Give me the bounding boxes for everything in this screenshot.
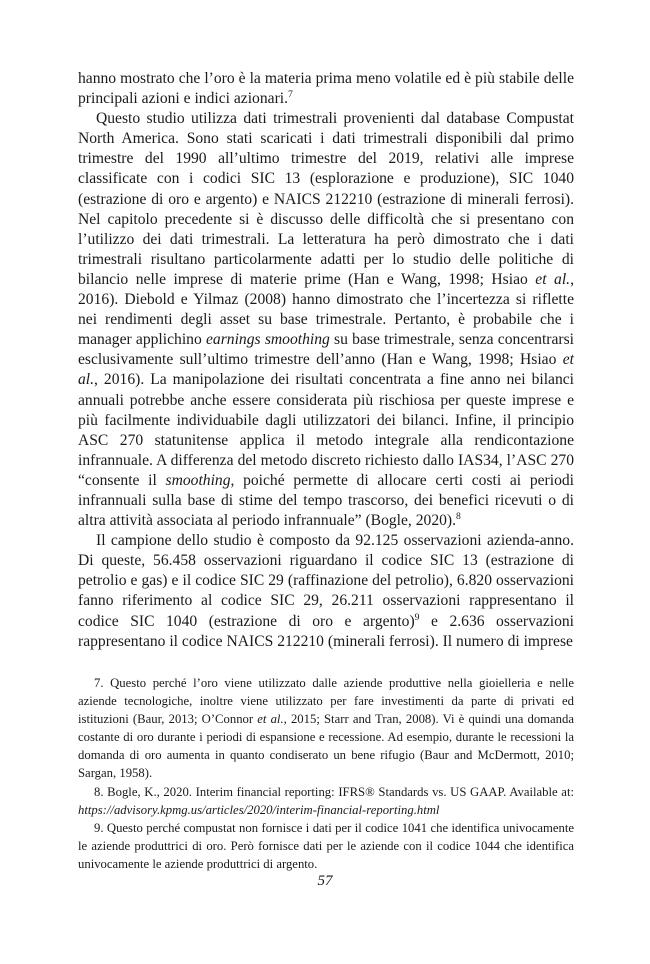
main-text: [78, 69, 574, 652]
footnote-9: 9. Questo perché compustat non fornisce i dati per il codice 1041 che identifica univocamente le aziende produttrici di oro. Però fornisce dati per le aziende con il codice 1044 che identifica univocamente le aziende produttrici di argento.: [78, 820, 574, 871]
paragraph-1: hanno mostrato che l’oro è la materia prima meno volatile ed è più stabile delle principali azioni e indici azionari.$^7$: [78, 70, 574, 108]
paragraph-3: Il campione dello studio è composto da 92.125 osservazioni azienda-anno. Di queste, 56.458 osservazioni riguardano il codice SIC 13 (estrazione di petrolio e gas) e il codice SIC 29 (raffinazione del petrolio), 6.820 osservazioni fanno riferimento al codice SIC 29, 26.211 osservazioni rappresentano il codice SIC 1040 (estrazione di oro e argento)$^9$ e 2.636 osservazioni rappresentano il codice NAICS 212210 (minerali ferrosi). Il numero di imprese: [78, 532, 574, 650]
footnote-8-link[interactable]: https://advisory.kpmg.us/articles/2020/interim-financial-reporting.html: [78, 802, 440, 817]
page-number: 57: [317, 873, 333, 889]
footnote-ref-8[interactable]: 8: [456, 510, 461, 522]
footnote-ref-9[interactable]: 9: [414, 611, 420, 623]
footnotes: [78, 674, 574, 873]
paragraph-2: Questo studio utilizza dati trimestrali provenienti dal database Compustat North America. Sono stati scaricati i dati trimestrali disponibili dal primo trimestre del 1990 all’ultimo trimestre del 2019, relativi alle imprese classificate con i codici SIC 13 (esplorazione e produzione), SIC 1040 (estrazione di oro e argento) e NAICS 212210 (estrazione di minerali ferrosi). Nel capitolo precedente si è discusso delle difficoltà che si presentano con l’utilizzo dei dati trimestrali. La letteratura ha però dimostrato che i dati trimestrali risultano particolarmente adatti per lo studio delle politiche di bilancio nelle imprese di materie prime (Han e Wang, 1998; Hsiao et al., 2016). Diebold e Yilmaz (2008) hanno dimostrato che l’incertezza si riflette nei rendimenti degli asset su base trimestrale. Pertanto, è probabile che i manager applichino earnings smoothing su base trimestrale, senza concentrarsi esclusivamente sull’ultimo trimestre dell’anno (Han e Wang, 1998; Hsiao et al., 2016). La manipolazione dei risultati concentrata a fine anno nei bilanci annuali potrebbe anche essere considerata più rischiosa per queste imprese e più facilmente individuabile dagli utilizzatori dei bilanci. Infine, il principio ASC 270 statunitense applica il metodo integrale alla rendicontazione infrannuale. A differenza del metodo discreto richiesto dallo IAS34, l’ASC 270 “consente il smoothing, poiché permette di allocare certi costi ai periodi infrannuali sulla base di stime del tempo trascorso, dei benefici ricevuti o di altra attività associata al periodo infrannuale” (Bogle, 2020).$^8$: [78, 110, 574, 530]
footnote-7: 7. Questo perché l’oro viene utilizzato dalle aziende produttive nella gioielleria e nelle aziende tecnologiche, inoltre viene utilizzato per fare investimenti da parte di privati ed istituzioni (Baur, 2013; O’Connor et al., 2015; Starr and Tran, 2008). Vi è quindi una domanda costante di oro durante i periodi di espansione e recessione. Ad esempio, durante le recessioni la domanda di oro aumenta in quanto condiserato un bene rifugio (Baur and McDermott, 2010; Sargan, 1958).: [78, 676, 574, 781]
footnote-8: 8. Bogle, K., 2020. Interim financial reporting: IFRS® Standards vs. US GAAP. Available at: https://advisory.kpmg.us/articles/2020/interim-financial-reporting.html: [78, 784, 574, 817]
footnote-ref-7[interactable]: 7: [288, 88, 293, 100]
